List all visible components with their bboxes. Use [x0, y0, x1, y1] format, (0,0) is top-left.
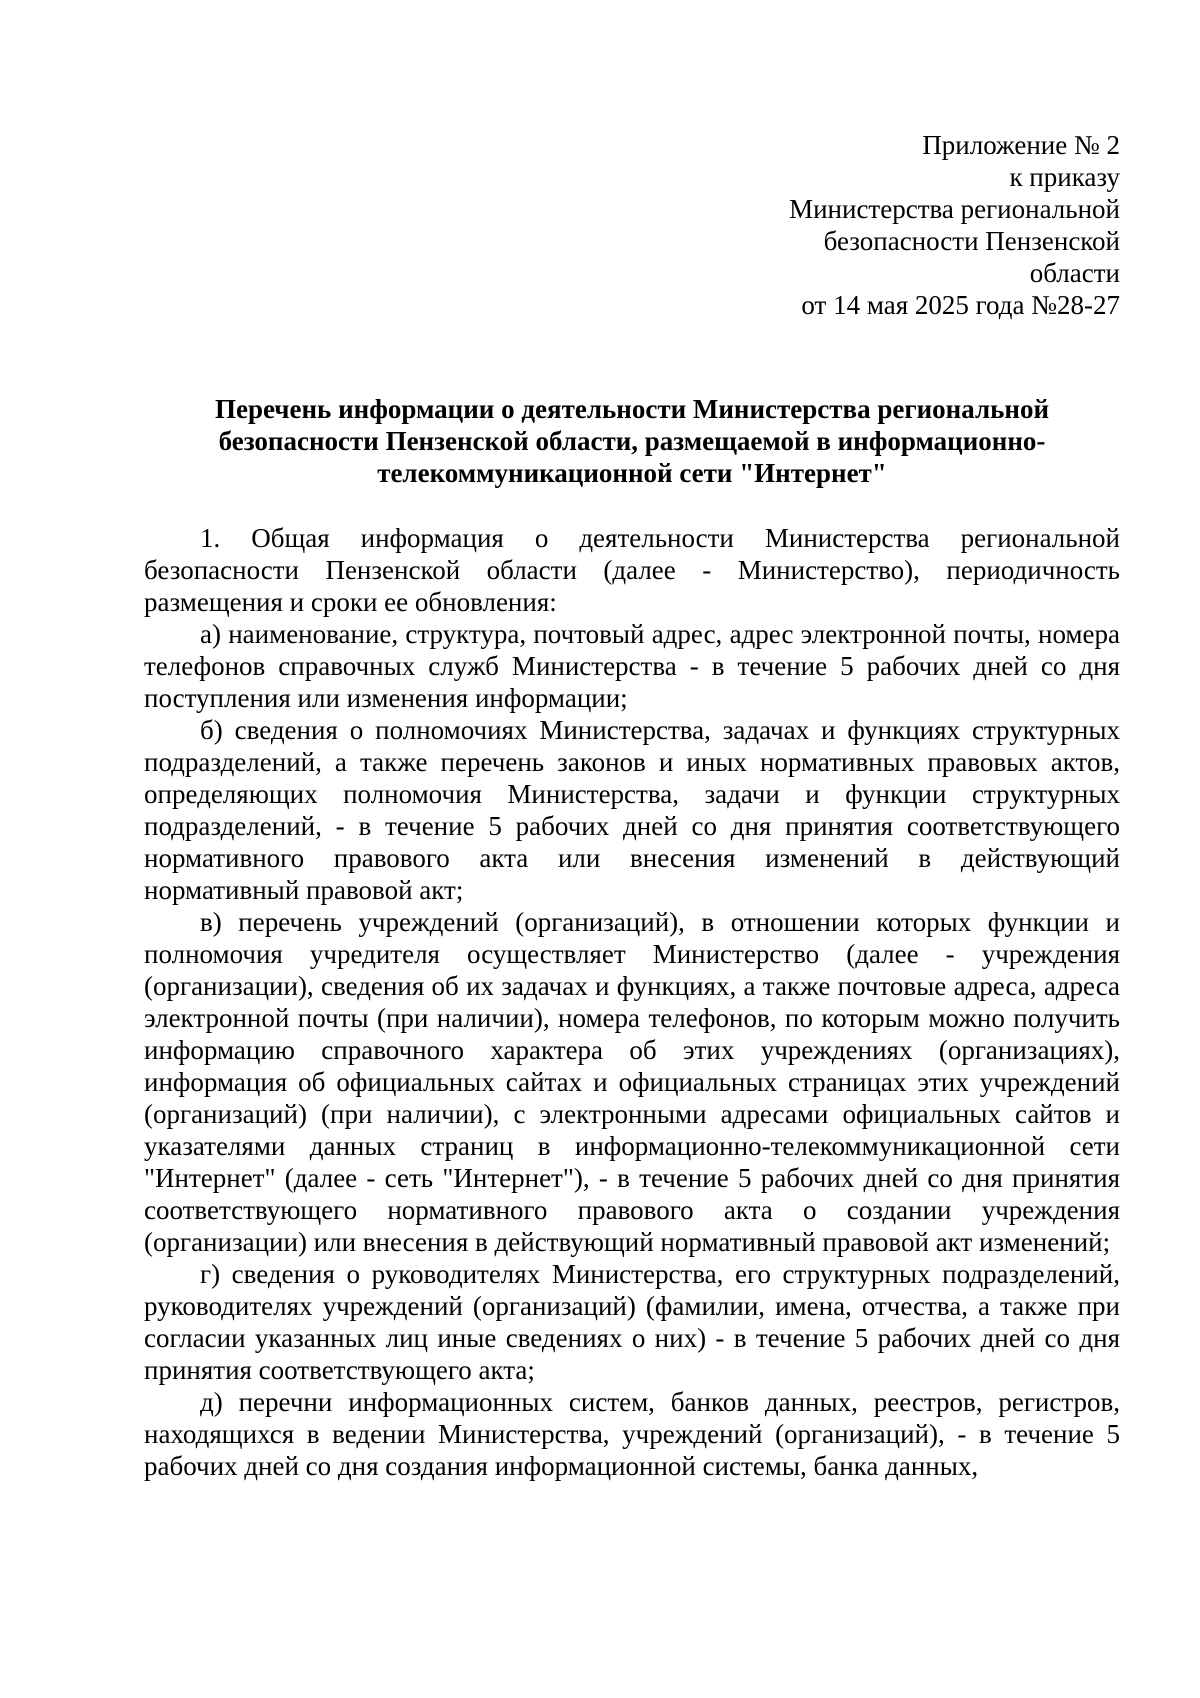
title-line: телекоммуникационной сети "Интернет" [377, 458, 887, 488]
appendix-block [700, 129, 1120, 321]
appendix-line: к приказу [1009, 162, 1120, 192]
appendix-line: безопасности Пензенской [823, 226, 1120, 256]
appendix-line: области [1029, 258, 1120, 288]
appendix-line: Министерства региональной [789, 194, 1120, 224]
appendix-line: Приложение № 2 [922, 130, 1120, 160]
paragraph-a: а) наименование, структура, почтовый адрес, адрес электронной почты, номера телефонов справочных служб Министерства - в течение 5 рабочих дней со дня поступления или изменения информации; [144, 619, 1120, 713]
paragraph-b: б) сведения о полномочиях Министерства, задачах и функциях структурных подразделений, а также перечень законов и иных нормативных правовых актов, определяющих полномочия Министерства, задачи и функции структурных подразделений, - в течение 5 рабочих дней со дня принятия соответствующего нормативного правового акта или внесения изменений в действующий нормативный правовой акт; [144, 715, 1120, 905]
title-line: Перечень информации о деятельности Министерства региональной [214, 394, 1050, 424]
document-body [144, 522, 1120, 1482]
paragraph-g: г) сведения о руководителях Министерства, его структурных подразделений, руководителях учреждений (организаций) (фамилии, имена, отчества, а также при согласии указанных лиц иные сведениях о них) - в течение 5 рабочих дней со дня принятия соответствующего акта; [144, 1259, 1120, 1385]
title-line: безопасности Пензенской области, размещаемой в информационно- [218, 426, 1046, 456]
document-title [144, 393, 1120, 489]
paragraph-v: в) перечень учреждений (организаций), в отношении которых функции и полномочия учредителя осуществляет Министерство (далее - учреждения (организации), сведения об их задачах и функциях, а также почтовые адреса, адреса электронной почты (при наличии), номера телефонов, по которым можно получить информацию справочного характера об этих учреждениях (организациях), информация об официальных сайтах и официальных страницах этих учреждений (организаций) (при наличии), с электронными адресами официальных сайтов и указателями данных страниц в информационно-телекоммуникационной сети "Интернет" (далее - сеть "Интернет"), - в течение 5 рабочих дней со дня принятия соответствующего нормативного правового акта о создании учреждения (организации) или внесения в действующий нормативный правовой акт изменений; [144, 907, 1120, 1257]
appendix-line: от 14 мая 2025 года №28-27 [801, 290, 1120, 320]
paragraph-d: д) перечни информационных систем, банков данных, реестров, регистров, находящихся в ведении Министерства, учреждений (организаций), - в течение 5 рабочих дней со дня создания информационной системы, банка данных, [144, 1387, 1120, 1481]
paragraph-1: 1. Общая информация о деятельности Министерства региональной безопасности Пензенской области (далее - Министерство), периодичность размещения и сроки ее обновления: [144, 523, 1120, 617]
